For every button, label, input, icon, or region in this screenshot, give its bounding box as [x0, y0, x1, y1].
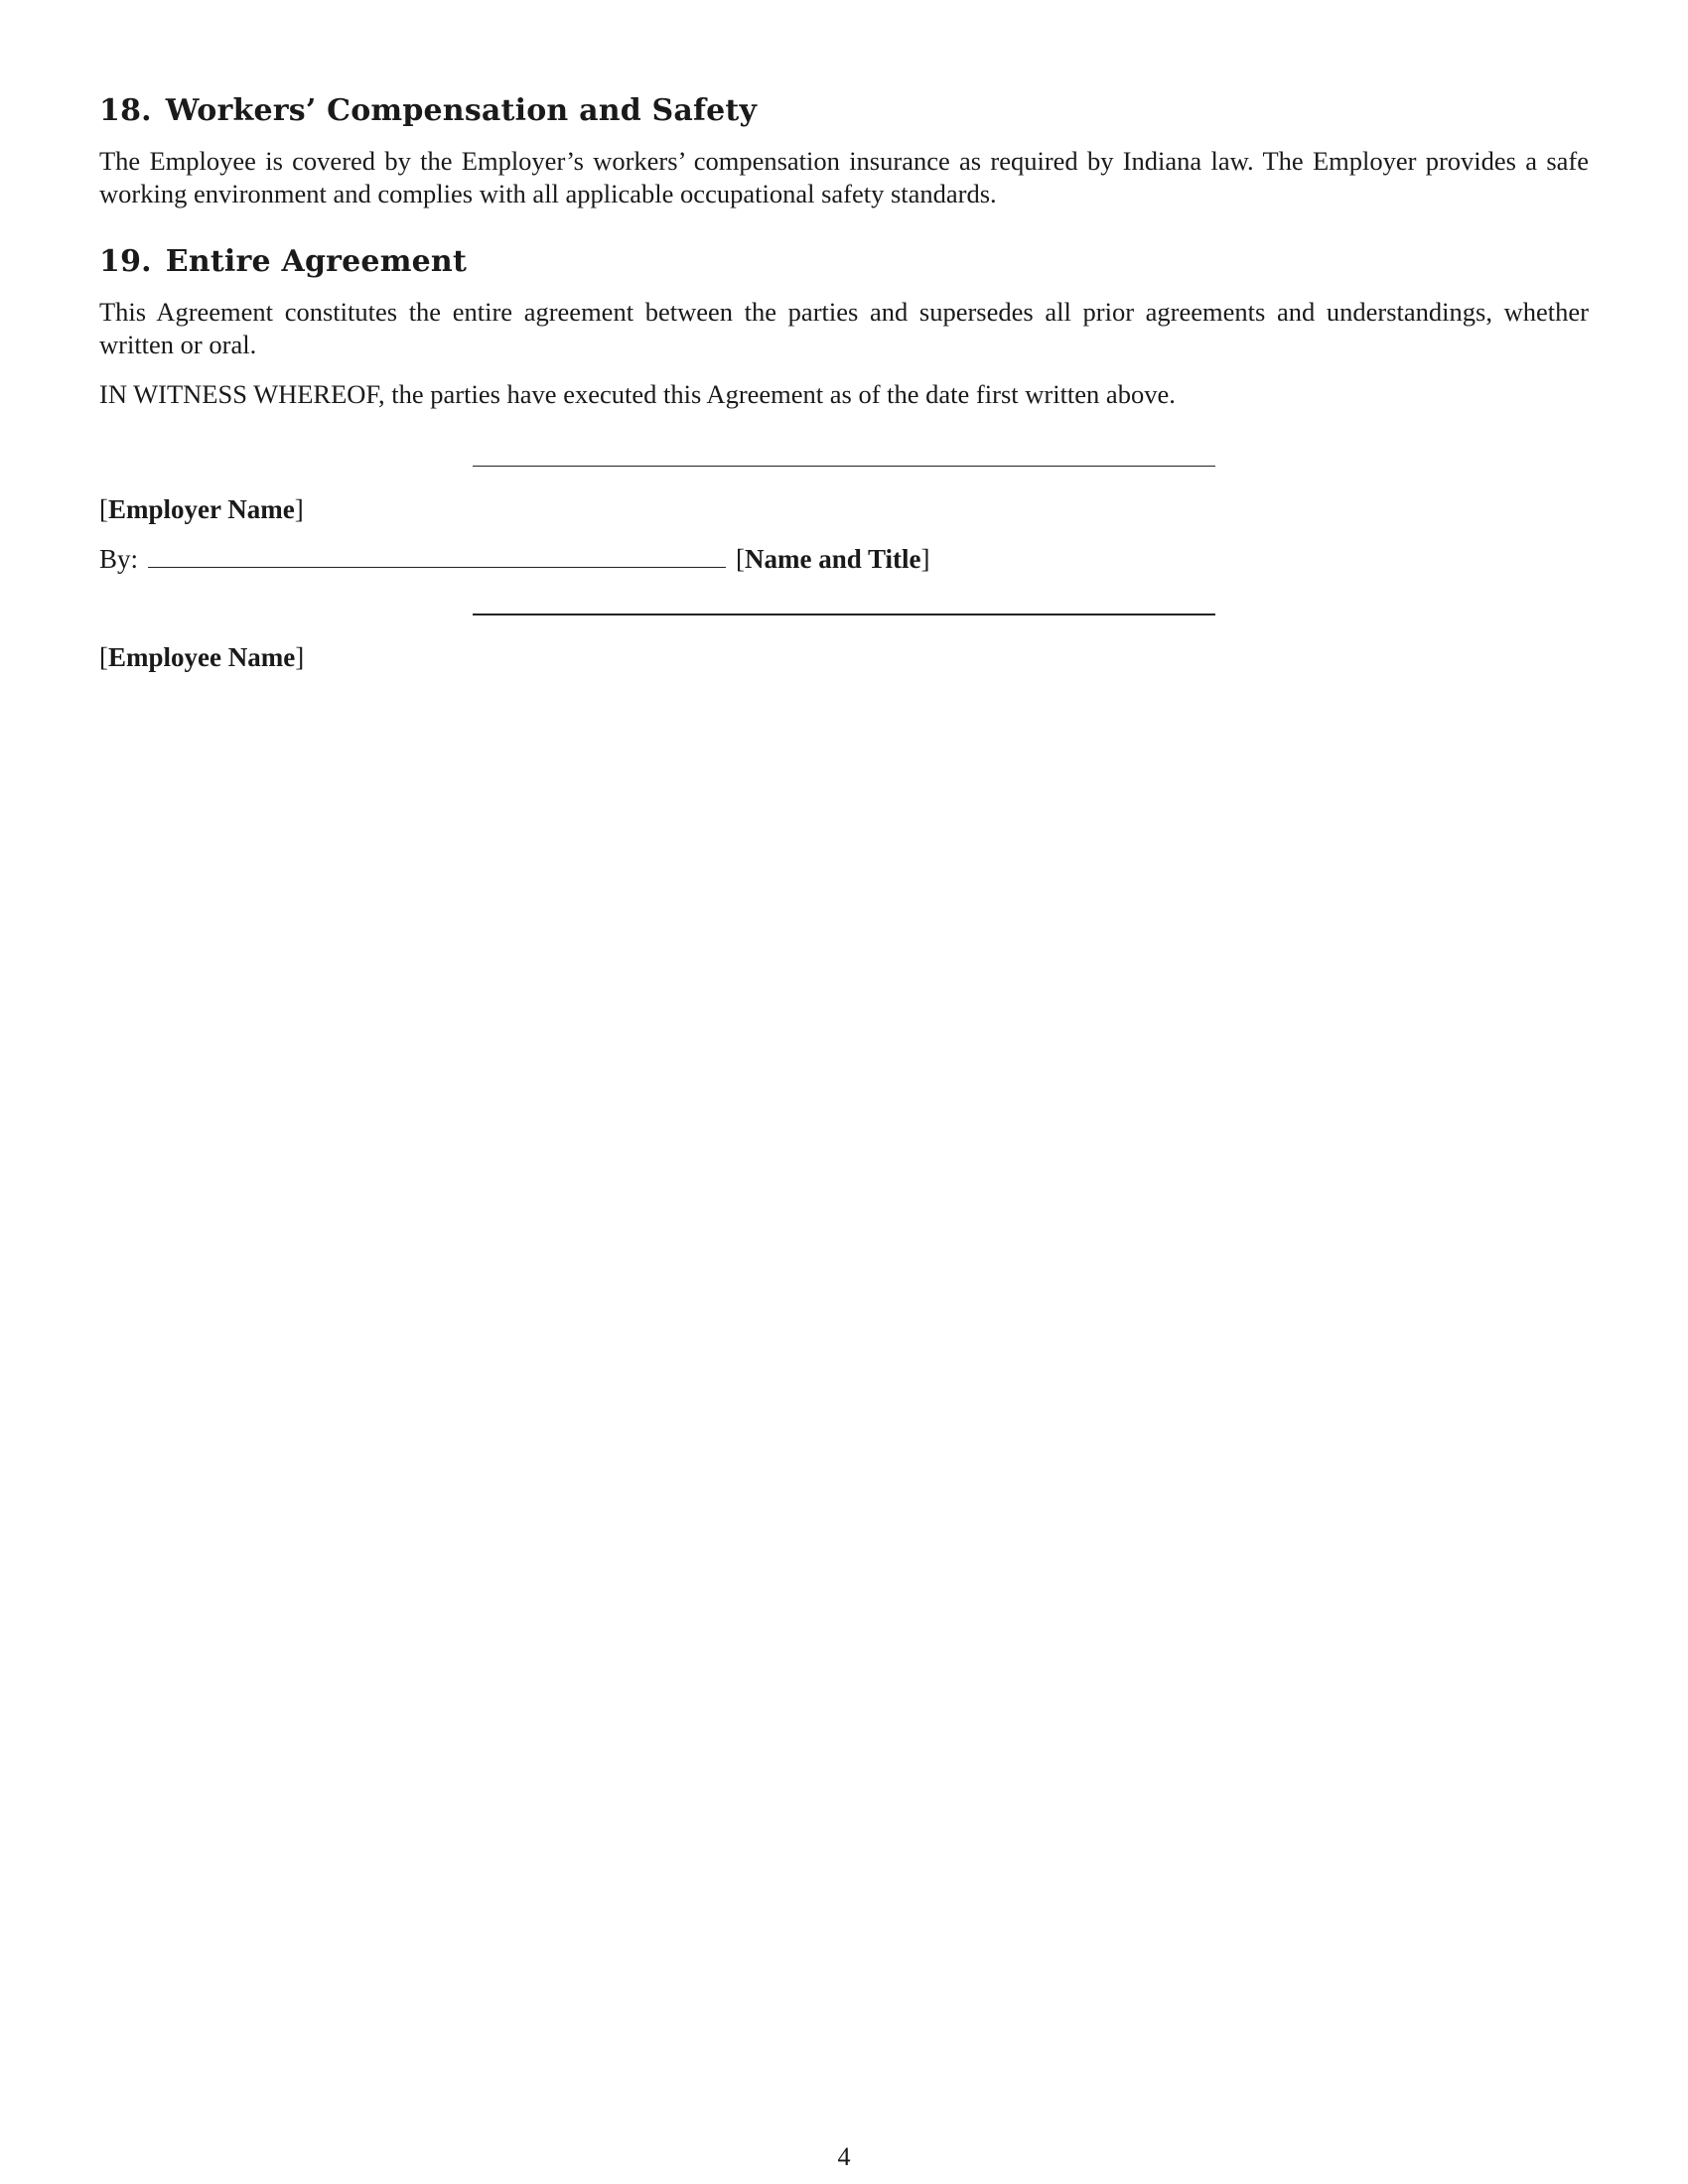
section-title: Workers’ Compensation and Safety — [165, 93, 758, 128]
employee-signature-line — [473, 614, 1215, 615]
paragraph: The Employee is covered by the Employer’s workers’ compensation insurance as required by Indiana law. The Employer provides a safe working environment and complies with all applicable occupational safety standards. — [99, 146, 1589, 208]
section-19 — [99, 242, 1589, 411]
bracket: ] — [920, 544, 930, 574]
witness-clause: IN WITNESS WHEREOF, the parties have executed this Agreement as of the date first written above. — [99, 379, 1176, 409]
bracket: [ — [99, 494, 108, 524]
employer-name-placeholder: Employer Name — [108, 494, 295, 524]
bracket: ] — [295, 642, 305, 672]
name-title-label — [736, 544, 930, 574]
page-number: 4 — [837, 2142, 851, 2171]
bracket: ] — [294, 494, 304, 524]
employer-by-row — [99, 541, 930, 576]
section-heading — [99, 242, 1589, 282]
employer-signature-line — [473, 466, 1215, 467]
by-label: By: — [99, 544, 139, 574]
bracket: [ — [736, 544, 746, 574]
paragraph: This Agreement constitutes the entire agreement between the parties and supersedes all prior agreements and understandings, whether written or oral. — [99, 297, 1589, 359]
employee-name-label — [99, 640, 304, 674]
employer-name-label — [99, 492, 304, 526]
section-title: Entire Agreement — [165, 244, 467, 279]
employee-name-placeholder: Employee Name — [108, 642, 296, 672]
section-number: 18. — [99, 93, 152, 128]
document-body — [99, 91, 1589, 428]
section-heading — [99, 91, 1589, 131]
name-title-placeholder: Name and Title — [745, 544, 921, 574]
by-signature-blank — [148, 541, 726, 568]
section-18 — [99, 91, 1589, 210]
section-number: 19. — [99, 244, 152, 279]
bracket: [ — [99, 642, 108, 672]
